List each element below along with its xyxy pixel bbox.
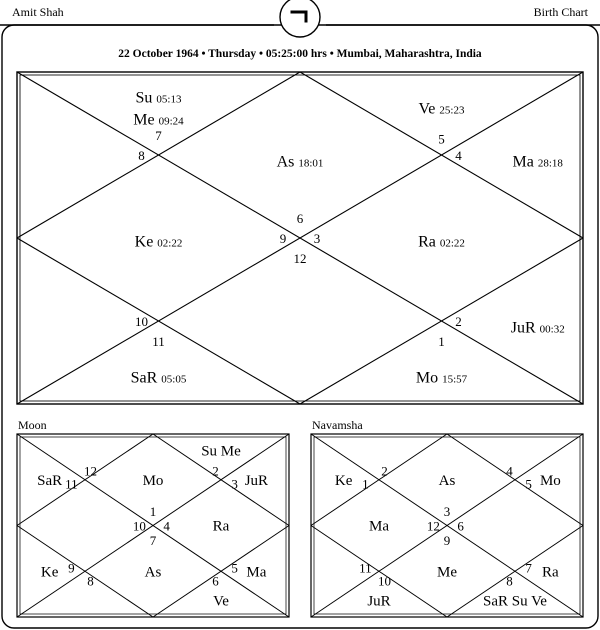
sign-number: 2 (381, 463, 388, 479)
planet-name: Ra (418, 233, 436, 251)
sign-number: 8 (506, 573, 513, 589)
sign-number: 4 (506, 463, 513, 479)
planet-name: Ke (40, 564, 59, 581)
sign-number: 4 (455, 148, 462, 163)
sign-number: 10 (135, 314, 149, 329)
sign-number: 9 (68, 560, 75, 576)
sign-number: 6 (296, 211, 304, 227)
planet-degree: 02:22 (157, 237, 183, 250)
planet-name: Me (133, 111, 155, 129)
sign-number: 6 (457, 518, 464, 534)
planet-name: SaR (37, 472, 63, 489)
planet-name: Ra (212, 518, 230, 535)
planet-name: Mo (142, 472, 164, 489)
planet-name: Su Me (201, 443, 241, 460)
sign-number: 1 (438, 333, 445, 349)
planet-name: Ra (542, 564, 559, 581)
planet-name: JuR (244, 472, 269, 489)
sign-number: 12 (293, 250, 307, 266)
sign-number: 1 (149, 503, 157, 519)
planet-degree: 05:13 (156, 93, 182, 106)
planet-name: Su (135, 89, 153, 107)
planet-degree: 28:18 (537, 157, 563, 170)
sign-number: 11 (359, 560, 372, 576)
sign-number: 5 (525, 476, 532, 492)
planet-name: Ve (213, 593, 229, 610)
sign-number: 11 (152, 333, 165, 349)
sign-number: 7 (149, 533, 157, 549)
sign-number: 11 (65, 476, 78, 492)
sign-number: 4 (163, 518, 170, 534)
planet-name: Mo (539, 472, 561, 489)
planet-degree: 09:24 (158, 115, 184, 128)
sign-number: 7 (525, 560, 532, 576)
sign-number: 12 (83, 463, 97, 479)
planet-name: As (276, 153, 295, 171)
sign-number: 3 (443, 503, 451, 519)
sign-number: 3 (231, 476, 238, 492)
sign-number: 1 (362, 476, 369, 492)
sign-number: 8 (138, 148, 145, 163)
planet-name: As (144, 564, 162, 581)
sign-number: 3 (313, 231, 321, 246)
planet-degree: 05:05 (161, 373, 187, 386)
planet-name: Me (437, 564, 457, 581)
sign-number: 10 (377, 573, 391, 589)
sign-number: 9 (279, 231, 287, 246)
sign-number: 2 (212, 463, 219, 479)
planet-name: Ke (334, 472, 353, 489)
sign-number: 2 (455, 314, 462, 329)
planet-degree: 18:01 (298, 157, 324, 170)
sign-number: 10 (132, 518, 146, 534)
planet-name: Ma (369, 518, 389, 535)
planet-name: Mo (415, 369, 439, 387)
navamsha-chart-title: Navamsha (312, 418, 363, 432)
planet-name: Ma (246, 564, 267, 581)
planet-name: JuR (367, 593, 391, 610)
sign-number: 6 (212, 573, 219, 589)
planet-name: Ma (512, 153, 534, 171)
planet-degree: 00:32 (539, 323, 565, 336)
sign-number: 8 (87, 573, 94, 589)
planet-name: SaR Su Ve (483, 593, 547, 610)
planet-degree: 02:22 (439, 237, 465, 250)
planet-name: Ke (134, 233, 154, 251)
sign-number: 5 (438, 131, 445, 147)
chart-type-label: Birth Chart (533, 5, 588, 19)
planet-name: SaR (130, 369, 158, 387)
sign-number: 7 (155, 128, 162, 144)
planet-name: JuR (510, 319, 536, 337)
birth-details: 22 October 1964 • Thursday • 05:25:00 hrs • Mumbai, Maharashtra, India (118, 48, 482, 60)
person-name: Amit Shah (12, 5, 64, 19)
moon-chart-title: Moon (18, 418, 47, 432)
planet-name: As (438, 472, 456, 489)
sign-number: 12 (426, 518, 440, 534)
planet-name: Ve (418, 100, 436, 118)
sign-number: 5 (231, 560, 238, 576)
planet-degree: 25:23 (439, 104, 465, 117)
sign-number: 9 (443, 533, 451, 549)
planet-degree: 15:57 (442, 373, 468, 386)
